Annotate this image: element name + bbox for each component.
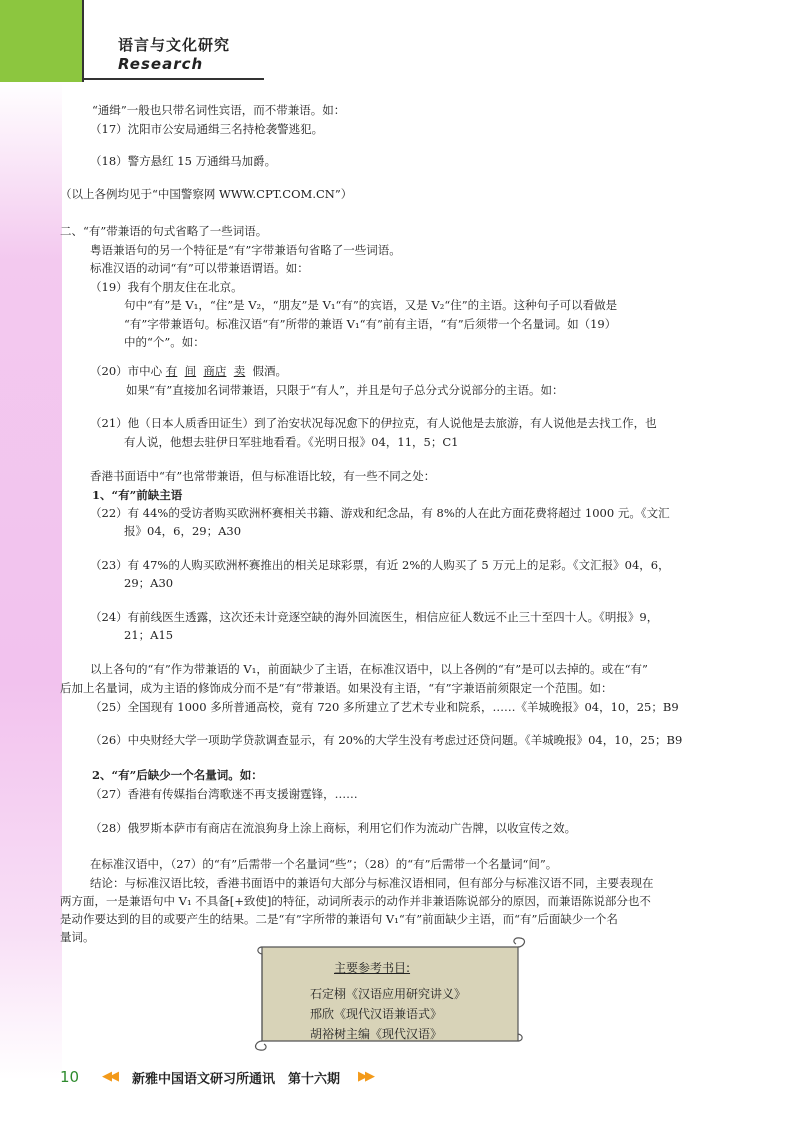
conclusion-line: 是动作要达到的目的或要产生的结果。二是“有”字所带的兼语句 V₁“有”前面缺少主语，而“有”后面缺少一个名 <box>60 912 618 926</box>
paragraph-line: 句中“有”是 V₁，“住”是 V₂，“朋友”是 V₁“有”的宾语，又是 V₂“住”的主语。这种句子可以看做是 <box>124 298 618 312</box>
publication-title: 新雅中国语文研习所通讯 第十六期 <box>132 1072 341 1087</box>
paragraph-line: “通缉”一般也只带名词性宾语，而不带兼语。如： <box>92 103 346 117</box>
example-20-prefix: （20）市中心 <box>90 364 163 378</box>
arrows-right-icon: ▶▶ <box>358 1069 372 1084</box>
paragraph-line: 29；A30 <box>124 576 174 590</box>
section-subtitle: Research <box>118 55 204 73</box>
example-19: （19）我有个朋友住在北京。 <box>90 280 243 294</box>
paragraph-line: 中的“个”。如： <box>124 335 205 349</box>
example-27: （27）香港有传媒指台湾歌迷不再支援谢霆锋，…… <box>90 787 358 801</box>
reference-item: 邢欣《现代汉语兼语式》 <box>310 1007 443 1021</box>
paragraph-line: 标准汉语的动词“有”可以带兼语谓语。如： <box>90 261 309 275</box>
paragraph-line: 如果“有”直接加名词带兼语，只限于“有人”，并且是句子总分式分说部分的主语。如： <box>126 383 564 397</box>
example-22: （22）有 44%的受访者购买欧洲杯赛相关书籍、游戏和纪念品，有 8%的人在此方面花费将超过 1000 元。《文汇 <box>90 506 670 520</box>
paragraph-line: 有人说，他想去驻伊日军驻地看看。《光明日报》04，11，5；C1 <box>124 435 459 449</box>
reference-item: 石定栩《汉语应用研究讲义》 <box>310 987 467 1001</box>
header-green-block <box>0 0 82 82</box>
example-23: （23）有 47%的人购买欧洲杯赛推出的相关足球彩票，有近 2%的人购买了 5 万元上的足彩。《文汇报》04，6， <box>90 558 670 572</box>
paragraph-line: 21；A15 <box>124 628 174 642</box>
subheading-2: 2、“有”后缺少一个名量词。如： <box>92 768 263 782</box>
section-title: 语言与文化研究 <box>118 36 231 54</box>
underlined-word: 商店 <box>203 364 227 378</box>
conclusion-line: 两方面，一是兼语句中 V₁ 不具备[+致使]的特征，动词所表示的动作并非兼语陈说部分的原因，而兼语陈说部分也不 <box>60 894 651 908</box>
arrows-left-icon: ◀◀ <box>102 1069 116 1084</box>
example-28: （28）俄罗斯本萨市有商店在流浪狗身上涂上商标，利用它们作为流动广告牌，以收宣传之效。 <box>90 821 577 835</box>
page-number: 10 <box>60 1068 80 1086</box>
example-24: （24）有前线医生透露，这次还未计竞逐空缺的海外回流医生，相信应征人数远不止三十至四十人。《明报》9， <box>90 610 659 624</box>
references-scroll <box>250 937 530 1055</box>
example-25: （25）全国现有 1000 多所普通高校，竟有 720 多所建立了艺术专业和院系，……《羊城晚报》04，10，25；B9 <box>90 700 679 714</box>
underlined-word: 卖 <box>233 364 246 378</box>
underlined-word: 间 <box>184 364 197 378</box>
source-note: （以上各例均见于“中国警察网 WWW.CPT.COM.CN”） <box>60 187 353 201</box>
left-decorative-band <box>0 80 62 1080</box>
example-18: （18）警方悬红 15 万通缉马加爵。 <box>90 154 277 168</box>
header-divider <box>82 0 84 82</box>
header-rule <box>82 78 264 80</box>
paragraph-line: 粤语兼语句的另一个特征是“有”字带兼语句省略了一些词语。 <box>90 243 401 257</box>
paragraph-line: 以上各句的“有”作为带兼语的 V₁，前面缺少了主语，在标准汉语中，以上各例的“有”是可以去掉的。或在“有” <box>90 662 648 676</box>
paragraph-line: 报》04，6，29；A30 <box>124 524 242 538</box>
conclusion-line: 量词。 <box>60 930 95 944</box>
example-20 <box>90 363 287 379</box>
example-26: （26）中央财经大学一项助学贷款调查显示，有 20%的大学生没有考虑过还贷问题。《羊城晚报》04，10，25；B9 <box>90 733 683 747</box>
reference-item: 胡裕树主编《现代汉语》 <box>310 1027 443 1041</box>
example-17: （17）沈阳市公安局通缉三名持枪袭警逃犯。 <box>90 122 324 136</box>
paragraph-line: 后加上名量词，成为主语的修饰成分而不是“有”带兼语。如果没有主语，“有”字兼语前须限定一个范围。如： <box>60 681 613 695</box>
conclusion-line: 结论：与标准汉语比较，香港书面语中的兼语句大部分与标准汉语相同，但有部分与标准汉语不同，主要表现在 <box>90 876 654 890</box>
paragraph-line: “有”字带兼语句。标准汉语“有”所带的兼语 V₁“有”前有主语，“有”后须带一个名量词。如（19） <box>124 317 617 331</box>
paragraph-line: 在标准汉语中，（27）的“有”后需带一个名量词“些”；（28）的“有”后需带一个名量词“间”。 <box>90 857 558 871</box>
paragraph-line: 香港书面语中“有”也常带兼语，但与标准语比较，有一些不同之处： <box>90 469 436 483</box>
section-heading-2: 二、“有”带兼语的句式省略了一些词语。 <box>60 224 268 238</box>
example-20-suffix: 假酒。 <box>252 364 288 378</box>
references-heading: 主要参考书目: <box>334 961 411 975</box>
subheading-1: 1、“有”前缺主语 <box>92 488 183 502</box>
example-21: （21）他（日本人质香田证生）到了治安状况每况愈下的伊拉克，有人说他是去旅游，有人说他是去找工作，也 <box>90 416 657 430</box>
underlined-word: 有 <box>165 364 178 378</box>
